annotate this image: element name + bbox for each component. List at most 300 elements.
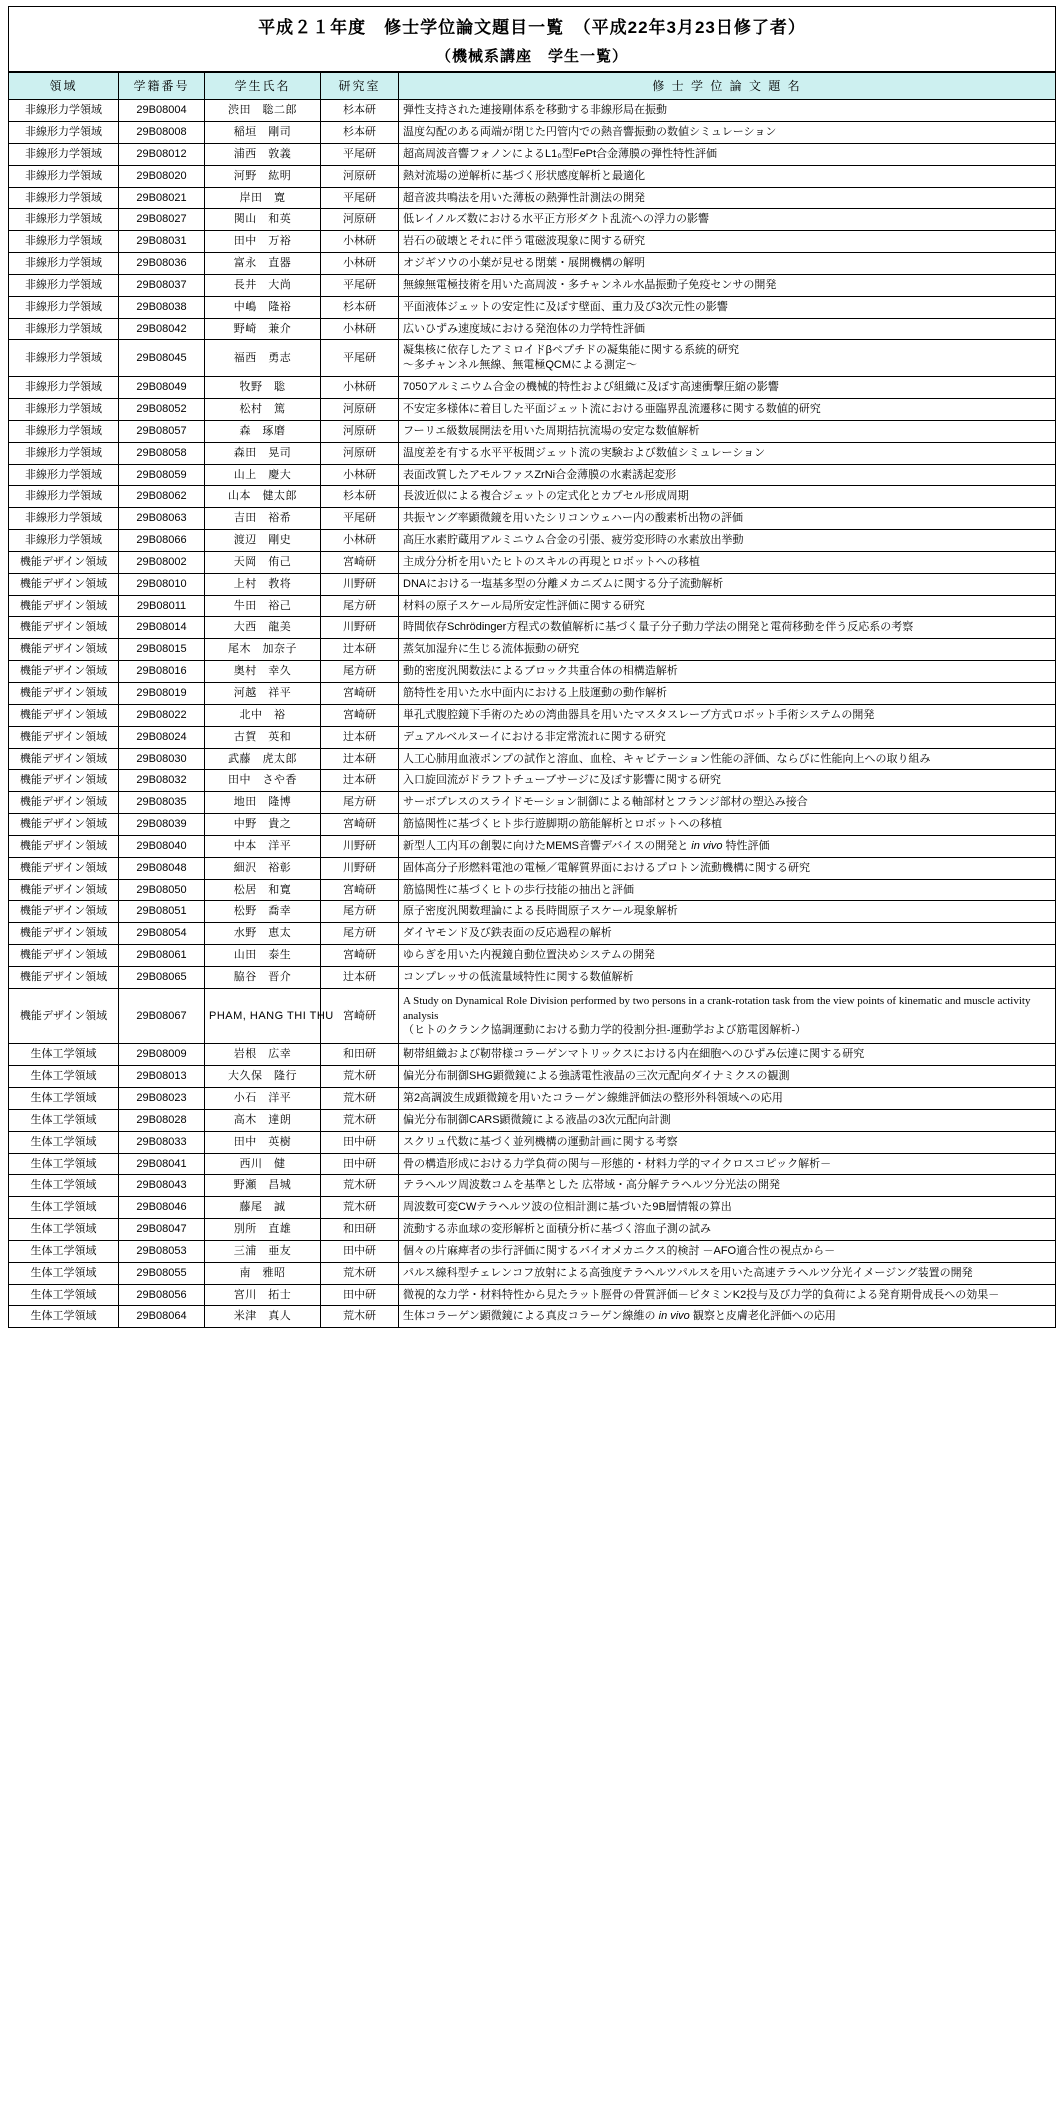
cell-student-id: 29B08035 <box>119 792 205 814</box>
table-header-row <box>9 73 1056 100</box>
cell-area: 生体工学領域 <box>9 1131 119 1153</box>
column-header-student-name: 学生氏名 <box>205 73 321 100</box>
cell-area: 機能デザイン領域 <box>9 770 119 792</box>
cell-lab: 田中研 <box>321 1153 399 1175</box>
cell-lab: 辻本研 <box>321 966 399 988</box>
cell-student-name: 大久保 隆行 <box>205 1066 321 1088</box>
cell-thesis-title: テラヘルツ周波数コムを基準とした 広帯域・高分解テラヘルツ分光法の開発 <box>399 1175 1056 1197</box>
cell-thesis-title: 新型人工内耳の創製に向けたMEMS音響デバイスの開発と in vivo 特性評価 <box>399 835 1056 857</box>
cell-area: 非線形力学領域 <box>9 464 119 486</box>
cell-lab: 河原研 <box>321 399 399 421</box>
cell-thesis-title: 蒸気加湿弁に生じる流体振動の研究 <box>399 639 1056 661</box>
cell-area: 機能デザイン領域 <box>9 748 119 770</box>
cell-thesis-title: 超音波共鳴法を用いた薄板の熱弾性計測法の開発 <box>399 187 1056 209</box>
cell-lab: 辻本研 <box>321 639 399 661</box>
cell-lab: 平尾研 <box>321 340 399 377</box>
cell-lab: 平尾研 <box>321 143 399 165</box>
cell-thesis-title: 単孔式腹腔鏡下手術のための湾曲器具を用いたマスタスレーブ方式ロボット手術システムの開発 <box>399 704 1056 726</box>
table-row <box>9 274 1056 296</box>
cell-area: 機能デザイン領域 <box>9 988 119 1044</box>
cell-student-id: 29B08030 <box>119 748 205 770</box>
cell-student-id: 29B08064 <box>119 1306 205 1328</box>
cell-lab: 川野研 <box>321 573 399 595</box>
cell-thesis-title: デュアルベルヌーイにおける非定常流れに関する研究 <box>399 726 1056 748</box>
cell-student-name: 田中 さや香 <box>205 770 321 792</box>
cell-student-name: 藤尾 誠 <box>205 1197 321 1219</box>
table-row <box>9 464 1056 486</box>
cell-area: 非線形力学領域 <box>9 165 119 187</box>
cell-lab: 杉本研 <box>321 486 399 508</box>
cell-thesis-title: サーボプレスのスライドモーション制御による軸部材とフランジ部材の塑込み接合 <box>399 792 1056 814</box>
cell-lab: 平尾研 <box>321 187 399 209</box>
cell-student-name: 野崎 兼介 <box>205 318 321 340</box>
table-row <box>9 420 1056 442</box>
cell-student-name: 松村 篤 <box>205 399 321 421</box>
table-row <box>9 165 1056 187</box>
cell-area: 生体工学領域 <box>9 1153 119 1175</box>
cell-lab: 宮崎研 <box>321 879 399 901</box>
cell-area: 機能デザイン領域 <box>9 879 119 901</box>
cell-lab: 尾方研 <box>321 595 399 617</box>
cell-student-id: 29B08021 <box>119 187 205 209</box>
cell-thesis-title: 岩石の破壊とそれに伴う電磁波現象に関する研究 <box>399 231 1056 253</box>
cell-thesis-title: 広いひずみ速度域における発泡体の力学特性評価 <box>399 318 1056 340</box>
cell-student-name: 野瀬 昌城 <box>205 1175 321 1197</box>
cell-student-id: 29B08043 <box>119 1175 205 1197</box>
table-row <box>9 296 1056 318</box>
cell-thesis-title: フーリエ級数展開法を用いた周期拮抗流場の安定な数値解析 <box>399 420 1056 442</box>
cell-student-id: 29B08022 <box>119 704 205 726</box>
cell-lab: 辻本研 <box>321 770 399 792</box>
cell-lab: 宮崎研 <box>321 682 399 704</box>
table-row <box>9 966 1056 988</box>
cell-student-name: 山上 慶大 <box>205 464 321 486</box>
cell-area: 非線形力学領域 <box>9 340 119 377</box>
cell-student-name: 河越 祥平 <box>205 682 321 704</box>
table-row <box>9 1044 1056 1066</box>
cell-student-name: 松居 和寛 <box>205 879 321 901</box>
cell-student-id: 29B08036 <box>119 253 205 275</box>
cell-student-name: 三浦 亜友 <box>205 1240 321 1262</box>
cell-student-id: 29B08062 <box>119 486 205 508</box>
cell-thesis-title: 平面液体ジェットの安定性に及ぼす壁面、重力及び3次元性の影響 <box>399 296 1056 318</box>
cell-thesis-title: スクリュ代数に基づく並列機構の運動計画に関する考察 <box>399 1131 1056 1153</box>
cell-thesis-title: 靭帯組織および靭帯様コラーゲンマトリックスにおける内在細胞へのひずみ伝達に関する研究 <box>399 1044 1056 1066</box>
column-header-lab: 研究室 <box>321 73 399 100</box>
cell-area: 生体工学領域 <box>9 1240 119 1262</box>
cell-area: 生体工学領域 <box>9 1284 119 1306</box>
table-row <box>9 1306 1056 1328</box>
cell-lab: 杉本研 <box>321 100 399 122</box>
cell-lab: 宮崎研 <box>321 814 399 836</box>
table-row <box>9 231 1056 253</box>
cell-area: 生体工学領域 <box>9 1109 119 1131</box>
table-row <box>9 814 1056 836</box>
cell-student-name: 大西 龍美 <box>205 617 321 639</box>
cell-student-name: 牛田 裕己 <box>205 595 321 617</box>
cell-student-name: 山田 泰生 <box>205 945 321 967</box>
cell-student-name: 西川 健 <box>205 1153 321 1175</box>
cell-student-name: 米津 真人 <box>205 1306 321 1328</box>
table-row <box>9 1066 1056 1088</box>
table-row <box>9 1131 1056 1153</box>
table-row <box>9 661 1056 683</box>
column-header-thesis-title: 修 士 学 位 論 文 題 名 <box>399 73 1056 100</box>
cell-thesis-title: DNAにおける一塩基多型の分離メカニズムに関する分子流動解析 <box>399 573 1056 595</box>
cell-lab: 宮崎研 <box>321 988 399 1044</box>
cell-thesis-title: 周波数可変CWテラヘルツ波の位相計測に基づいた9B層情報の算出 <box>399 1197 1056 1219</box>
cell-student-id: 29B08019 <box>119 682 205 704</box>
cell-student-id: 29B08048 <box>119 857 205 879</box>
table-row <box>9 748 1056 770</box>
cell-student-name: 上村 教将 <box>205 573 321 595</box>
cell-lab: 尾方研 <box>321 923 399 945</box>
table-row <box>9 1284 1056 1306</box>
table-row <box>9 1197 1056 1219</box>
cell-lab: 荒木研 <box>321 1262 399 1284</box>
cell-lab: 田中研 <box>321 1131 399 1153</box>
cell-lab: 小林研 <box>321 231 399 253</box>
cell-lab: 小林研 <box>321 253 399 275</box>
cell-student-id: 29B08024 <box>119 726 205 748</box>
cell-student-name: 森田 晃司 <box>205 442 321 464</box>
cell-lab: 宮崎研 <box>321 945 399 967</box>
cell-lab: 平尾研 <box>321 274 399 296</box>
cell-area: 機能デザイン領域 <box>9 726 119 748</box>
table-row <box>9 508 1056 530</box>
cell-area: 機能デザイン領域 <box>9 617 119 639</box>
cell-student-name: 北中 裕 <box>205 704 321 726</box>
cell-thesis-title: 低レイノルズ数における水平正方形ダクト乱流への浮力の影響 <box>399 209 1056 231</box>
column-header-area: 領域 <box>9 73 119 100</box>
cell-lab: 平尾研 <box>321 508 399 530</box>
cell-thesis-title: 温度差を有する水平平板間ジェット流の実験および数値シミュレーション <box>399 442 1056 464</box>
cell-area: 非線形力学領域 <box>9 209 119 231</box>
cell-thesis-title: 個々の片麻痺者の歩行評価に関するバイオメカニクス的検討 －AFO適合性の視点から－ <box>399 1240 1056 1262</box>
table-row <box>9 1240 1056 1262</box>
table-row <box>9 639 1056 661</box>
table-row <box>9 1262 1056 1284</box>
cell-area: 非線形力学領域 <box>9 508 119 530</box>
cell-thesis-title: 動的密度汎関数法によるブロック共重合体の相構造解析 <box>399 661 1056 683</box>
cell-student-name: 岩根 広幸 <box>205 1044 321 1066</box>
cell-area: 機能デザイン領域 <box>9 901 119 923</box>
cell-area: 機能デザイン領域 <box>9 661 119 683</box>
cell-student-id: 29B08055 <box>119 1262 205 1284</box>
cell-area: 非線形力学領域 <box>9 377 119 399</box>
cell-thesis-title: 流動する赤血球の変形解析と面積分析に基づく溶血子測の試み <box>399 1219 1056 1241</box>
cell-student-id: 29B08004 <box>119 100 205 122</box>
table-body <box>9 100 1056 1328</box>
cell-student-name: 河野 紘明 <box>205 165 321 187</box>
cell-thesis-title: 偏光分布制御CARS顕微鏡による液晶の3次元配向計測 <box>399 1109 1056 1131</box>
table-row <box>9 377 1056 399</box>
cell-thesis-title: 主成分分析を用いたヒトのスキルの再現とロボットへの移植 <box>399 551 1056 573</box>
cell-area: 非線形力学領域 <box>9 530 119 552</box>
cell-area: 生体工学領域 <box>9 1175 119 1197</box>
cell-student-name: 中本 洋平 <box>205 835 321 857</box>
cell-student-id: 29B08056 <box>119 1284 205 1306</box>
cell-area: 非線形力学領域 <box>9 486 119 508</box>
cell-lab: 川野研 <box>321 617 399 639</box>
cell-lab: 荒木研 <box>321 1066 399 1088</box>
table-row <box>9 704 1056 726</box>
column-header-student-id: 学籍番号 <box>119 73 205 100</box>
cell-area: 生体工学領域 <box>9 1262 119 1284</box>
cell-area: 機能デザイン領域 <box>9 551 119 573</box>
table-row <box>9 617 1056 639</box>
cell-area: 生体工学領域 <box>9 1219 119 1241</box>
table-row <box>9 209 1056 231</box>
cell-student-name: 天岡 侑己 <box>205 551 321 573</box>
cell-area: 機能デザイン領域 <box>9 814 119 836</box>
cell-lab: 河原研 <box>321 442 399 464</box>
cell-thesis-title: 材料の原子スケール局所安定性評価に関する研究 <box>399 595 1056 617</box>
cell-student-id: 29B08053 <box>119 1240 205 1262</box>
cell-student-id: 29B08065 <box>119 966 205 988</box>
table-row <box>9 595 1056 617</box>
cell-area: 生体工学領域 <box>9 1066 119 1088</box>
cell-lab: 川野研 <box>321 857 399 879</box>
cell-thesis-title: 原子密度汎関数理論による長時間原子スケール現象解析 <box>399 901 1056 923</box>
cell-student-id: 29B08037 <box>119 274 205 296</box>
cell-student-name: 水野 恵太 <box>205 923 321 945</box>
cell-student-name: 渡辺 剛史 <box>205 530 321 552</box>
cell-student-id: 29B08066 <box>119 530 205 552</box>
cell-student-name: 細沢 裕彰 <box>205 857 321 879</box>
cell-student-id: 29B08063 <box>119 508 205 530</box>
table-row <box>9 1219 1056 1241</box>
cell-student-id: 29B08061 <box>119 945 205 967</box>
cell-area: 生体工学領域 <box>9 1306 119 1328</box>
cell-lab: 杉本研 <box>321 296 399 318</box>
table-row <box>9 340 1056 377</box>
cell-student-id: 29B08057 <box>119 420 205 442</box>
cell-student-name: 森 琢磨 <box>205 420 321 442</box>
cell-student-name: 関山 和英 <box>205 209 321 231</box>
cell-student-id: 29B08016 <box>119 661 205 683</box>
table-row <box>9 122 1056 144</box>
cell-student-id: 29B08038 <box>119 296 205 318</box>
cell-area: 非線形力学領域 <box>9 274 119 296</box>
cell-student-name: 武藤 虎太郎 <box>205 748 321 770</box>
cell-lab: 河原研 <box>321 165 399 187</box>
cell-student-name: 脇谷 晋介 <box>205 966 321 988</box>
cell-student-id: 29B08067 <box>119 988 205 1044</box>
cell-lab: 河原研 <box>321 209 399 231</box>
cell-student-id: 29B08031 <box>119 231 205 253</box>
cell-area: 機能デザイン領域 <box>9 704 119 726</box>
cell-lab: 小林研 <box>321 377 399 399</box>
cell-student-name: 高木 達朗 <box>205 1109 321 1131</box>
cell-area: 機能デザイン領域 <box>9 573 119 595</box>
cell-lab: 杉本研 <box>321 122 399 144</box>
cell-student-name: 中野 貴之 <box>205 814 321 836</box>
cell-lab: 和田研 <box>321 1044 399 1066</box>
cell-lab: 尾方研 <box>321 661 399 683</box>
cell-student-id: 29B08049 <box>119 377 205 399</box>
cell-area: 機能デザイン領域 <box>9 857 119 879</box>
cell-thesis-title: 不安定多様体に着目した平面ジェット流における亜臨界乱流遷移に関する数値的研究 <box>399 399 1056 421</box>
table-row <box>9 253 1056 275</box>
cell-student-id: 29B08050 <box>119 879 205 901</box>
table-row <box>9 857 1056 879</box>
table-row <box>9 945 1056 967</box>
cell-student-name: 古賀 英和 <box>205 726 321 748</box>
table-row <box>9 726 1056 748</box>
page-subtitle: （機械系講座 学生一覧） <box>8 42 1056 72</box>
cell-student-name: 田中 万裕 <box>205 231 321 253</box>
table-row <box>9 770 1056 792</box>
cell-area: 機能デザイン領域 <box>9 682 119 704</box>
table-row <box>9 573 1056 595</box>
table-row <box>9 923 1056 945</box>
cell-area: 非線形力学領域 <box>9 442 119 464</box>
cell-student-name: 岸田 寛 <box>205 187 321 209</box>
cell-student-id: 29B08041 <box>119 1153 205 1175</box>
cell-lab: 辻本研 <box>321 748 399 770</box>
table-row <box>9 143 1056 165</box>
cell-lab: 荒木研 <box>321 1175 399 1197</box>
cell-student-name: 別所 直雄 <box>205 1219 321 1241</box>
cell-thesis-title: 第2高調波生成顕微鏡を用いたコラーゲン線維評価法の整形外科領域への応用 <box>399 1088 1056 1110</box>
cell-area: 機能デザイン領域 <box>9 945 119 967</box>
cell-student-id: 29B08023 <box>119 1088 205 1110</box>
cell-lab: 川野研 <box>321 835 399 857</box>
cell-area: 非線形力学領域 <box>9 100 119 122</box>
cell-student-id: 29B08059 <box>119 464 205 486</box>
cell-lab: 荒木研 <box>321 1197 399 1219</box>
cell-thesis-title: 凝集核に依存したアミロイドβペプチドの凝集能に関する系統的研究 ～多チャンネル無線、無電極QCMによる測定～ <box>399 340 1056 377</box>
cell-thesis-title: 超高周波音響フォノンによるL1₀型FePt合金薄膜の弾性特性評価 <box>399 143 1056 165</box>
cell-thesis-title: 入口旋回流がドラフトチューブサージに及ぼす影響に関する研究 <box>399 770 1056 792</box>
cell-area: 機能デザイン領域 <box>9 595 119 617</box>
cell-area: 非線形力学領域 <box>9 253 119 275</box>
cell-student-name: 小石 洋平 <box>205 1088 321 1110</box>
cell-thesis-title: 生体コラーゲン顕微鏡による真皮コラーゲン線維の in vivo 観察と皮膚老化評価への応用 <box>399 1306 1056 1328</box>
cell-area: 機能デザイン領域 <box>9 966 119 988</box>
cell-area: 機能デザイン領域 <box>9 835 119 857</box>
cell-thesis-title: 高圧水素貯蔵用アルミニウム合金の引張、疲労変形時の水素放出挙動 <box>399 530 1056 552</box>
cell-thesis-title: 温度勾配のある両端が閉じた円管内での熱音響振動の数値シミュレーション <box>399 122 1056 144</box>
cell-lab: 尾方研 <box>321 792 399 814</box>
cell-student-name: 地田 隆博 <box>205 792 321 814</box>
cell-lab: 荒木研 <box>321 1088 399 1110</box>
cell-student-name: PHAM, HANG THI THU <box>205 988 321 1044</box>
cell-student-id: 29B08010 <box>119 573 205 595</box>
table-row <box>9 1088 1056 1110</box>
cell-thesis-title: 時間依存Schrödinger方程式の数値解析に基づく量子分子動力学法の開発と電荷移動を伴う反応系の考察 <box>399 617 1056 639</box>
cell-student-id: 29B08039 <box>119 814 205 836</box>
table-row <box>9 1175 1056 1197</box>
cell-thesis-title: ゆらぎを用いた内視鏡自動位置決めシステムの開発 <box>399 945 1056 967</box>
cell-lab: 小林研 <box>321 464 399 486</box>
cell-student-id: 29B08033 <box>119 1131 205 1153</box>
cell-student-name: 南 雅昭 <box>205 1262 321 1284</box>
cell-thesis-title: 骨の構造形成における力学負荷の関与－形態的・材料力学的マイクロスコピック解析－ <box>399 1153 1056 1175</box>
table-row <box>9 551 1056 573</box>
cell-student-name: 渋田 聡二郎 <box>205 100 321 122</box>
cell-lab: 田中研 <box>321 1284 399 1306</box>
cell-area: 非線形力学領域 <box>9 420 119 442</box>
table-row <box>9 318 1056 340</box>
cell-thesis-title: 人工心肺用血液ポンプの試作と溶血、血栓、キャビテーション性能の評価、ならびに性能向上への取り組み <box>399 748 1056 770</box>
cell-lab: 小林研 <box>321 530 399 552</box>
cell-lab: 宮崎研 <box>321 704 399 726</box>
cell-student-name: 中嶋 隆裕 <box>205 296 321 318</box>
cell-thesis-title: 筋協関性に基づくヒト歩行遊脚期の筋能解析とロボットへの移植 <box>399 814 1056 836</box>
cell-area: 生体工学領域 <box>9 1088 119 1110</box>
cell-student-id: 29B08051 <box>119 901 205 923</box>
table-row <box>9 835 1056 857</box>
cell-area: 機能デザイン領域 <box>9 923 119 945</box>
cell-thesis-title: 無線無電極技術を用いた高周波・多チャンネル水晶振動子免疫センサの開発 <box>399 274 1056 296</box>
cell-student-id: 29B08009 <box>119 1044 205 1066</box>
cell-student-name: 宮川 拓士 <box>205 1284 321 1306</box>
cell-lab: 荒木研 <box>321 1306 399 1328</box>
table-row <box>9 682 1056 704</box>
cell-student-id: 29B08042 <box>119 318 205 340</box>
cell-area: 機能デザイン領域 <box>9 792 119 814</box>
cell-area: 機能デザイン領域 <box>9 639 119 661</box>
cell-lab: 宮崎研 <box>321 551 399 573</box>
cell-lab: 辻本研 <box>321 726 399 748</box>
cell-thesis-title: 長波近似による複合ジェットの定式化とカプセル形成周期 <box>399 486 1056 508</box>
cell-student-id: 29B08047 <box>119 1219 205 1241</box>
cell-thesis-title: 表面改質したアモルファスZrNi合金薄膜の水素誘起変形 <box>399 464 1056 486</box>
cell-student-id: 29B08002 <box>119 551 205 573</box>
cell-student-id: 29B08020 <box>119 165 205 187</box>
cell-thesis-title: コンプレッサの低流量域特性に関する数値解析 <box>399 966 1056 988</box>
cell-thesis-title: A Study on Dynamical Role Division performed by two persons in a crank-rotation task from the view points of kinematic and muscle activity analysis （ヒトのクランク協調運動における動力学的役割分担-運動学および筋電図解析-） <box>399 988 1056 1044</box>
cell-student-id: 29B08032 <box>119 770 205 792</box>
cell-lab: 和田研 <box>321 1219 399 1241</box>
table-row <box>9 442 1056 464</box>
table-row <box>9 792 1056 814</box>
cell-student-name: 奥村 幸久 <box>205 661 321 683</box>
cell-area: 非線形力学領域 <box>9 231 119 253</box>
cell-area: 非線形力学領域 <box>9 318 119 340</box>
cell-student-id: 29B08015 <box>119 639 205 661</box>
cell-thesis-title: オジギソウの小葉が見せる閉葉・展開機構の解明 <box>399 253 1056 275</box>
cell-student-id: 29B08012 <box>119 143 205 165</box>
cell-thesis-title: 固体高分子形燃料電池の電極／電解質界面におけるプロトン流動機構に関する研究 <box>399 857 1056 879</box>
cell-thesis-title: 微視的な力学・材料特性から見たラット脛骨の骨質評価－ビタミンK2投与及び力学的負荷による発育期骨成長への効果－ <box>399 1284 1056 1306</box>
cell-area: 非線形力学領域 <box>9 399 119 421</box>
cell-area: 非線形力学領域 <box>9 296 119 318</box>
cell-area: 生体工学領域 <box>9 1197 119 1219</box>
cell-area: 非線形力学領域 <box>9 122 119 144</box>
cell-thesis-title: 筋特性を用いた水中面内における上肢運動の動作解析 <box>399 682 1056 704</box>
cell-student-name: 田中 英樹 <box>205 1131 321 1153</box>
cell-thesis-title: 7050アルミニウム合金の機械的特性および組織に及ぼす高速衝撃圧縮の影響 <box>399 377 1056 399</box>
cell-thesis-title: ダイヤモンド及び鉄表面の反応過程の解析 <box>399 923 1056 945</box>
cell-area: 非線形力学領域 <box>9 143 119 165</box>
cell-student-id: 29B08046 <box>119 1197 205 1219</box>
table-row <box>9 1109 1056 1131</box>
cell-student-name: 尾木 加奈子 <box>205 639 321 661</box>
cell-student-id: 29B08013 <box>119 1066 205 1088</box>
cell-student-name: 山本 健太郎 <box>205 486 321 508</box>
cell-student-id: 29B08011 <box>119 595 205 617</box>
cell-student-name: 牧野 聡 <box>205 377 321 399</box>
cell-student-id: 29B08058 <box>119 442 205 464</box>
thesis-table <box>8 72 1056 1328</box>
cell-student-name: 長井 大尚 <box>205 274 321 296</box>
cell-thesis-title: 筋協関性に基づくヒトの歩行技能の抽出と評価 <box>399 879 1056 901</box>
cell-student-name: 松野 喬幸 <box>205 901 321 923</box>
cell-student-name: 富永 直器 <box>205 253 321 275</box>
